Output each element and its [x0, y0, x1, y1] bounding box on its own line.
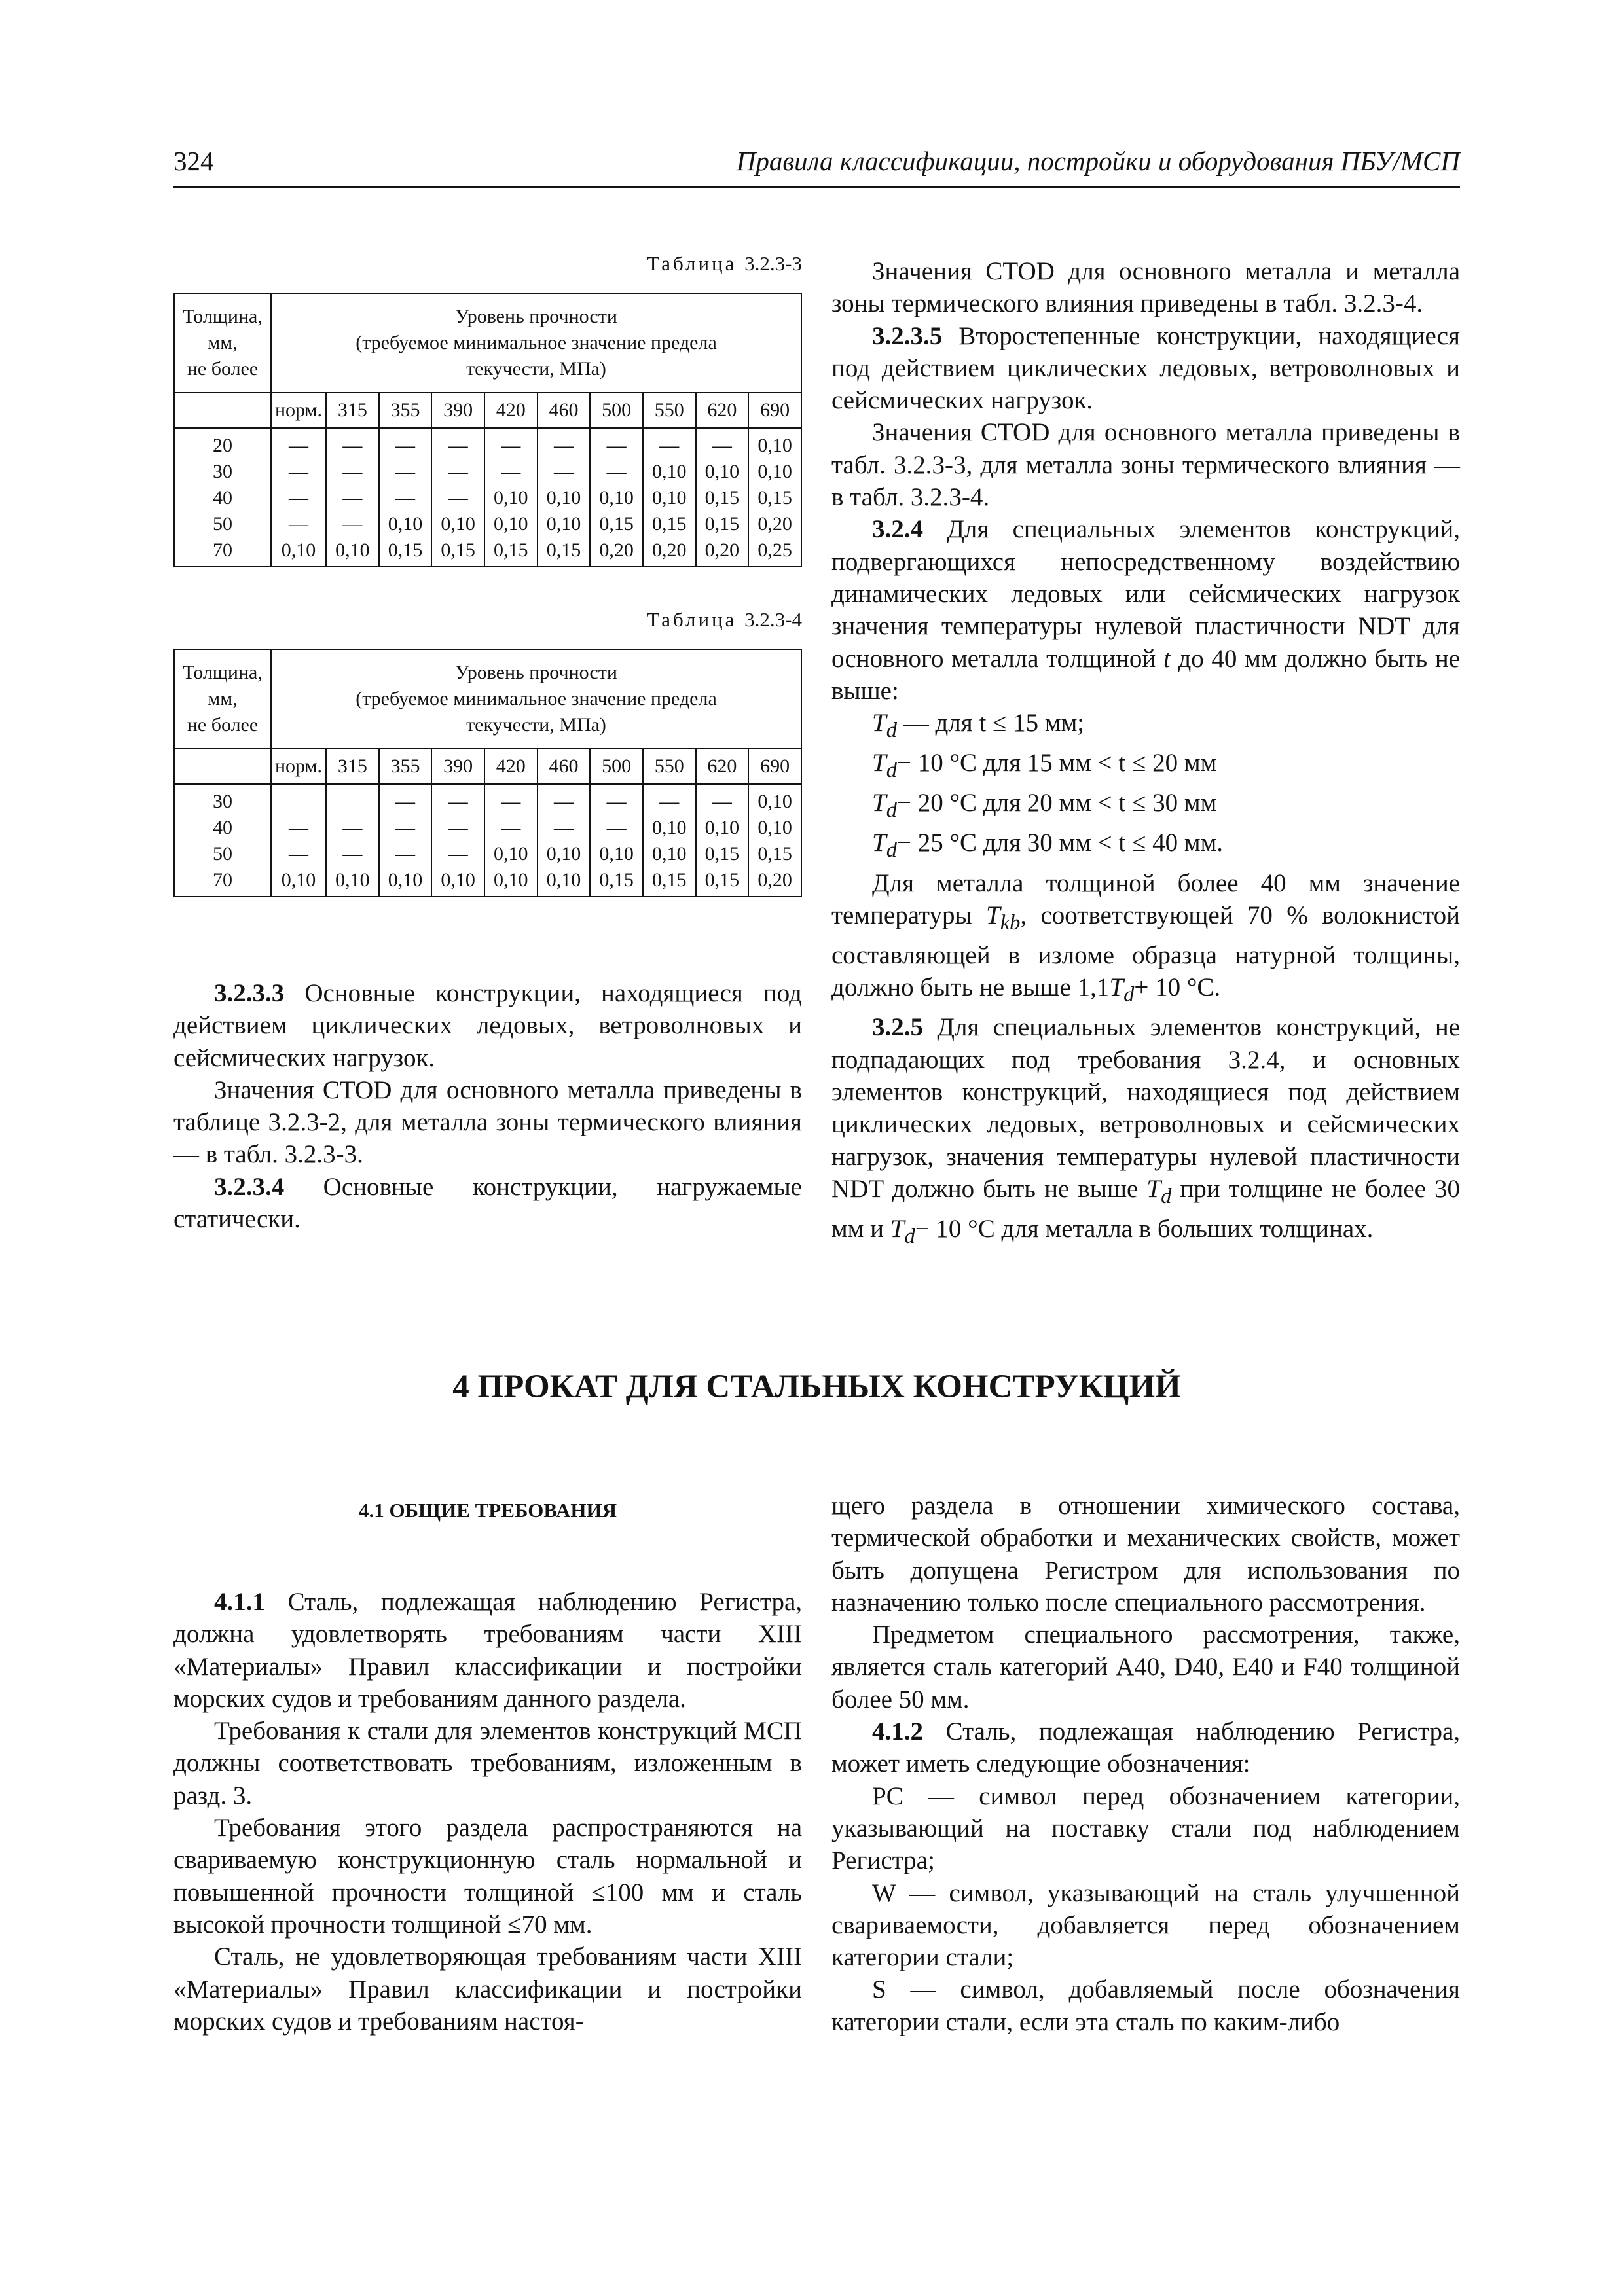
ctod-value: —	[395, 487, 415, 509]
ctod-value: —	[342, 513, 363, 535]
paragraph: Значения CTOD для основного металла приведены в табл. 3.2.3-3, для металла зоны термического влияния — в табл. 3.2.3-4.	[831, 418, 1460, 512]
caption-number: 3.2.3-3	[744, 252, 802, 275]
ctod-value: 0,20	[599, 539, 634, 561]
ctod-value: 0,10	[281, 539, 316, 561]
formula-text: − 10 °С для 15 мм < t ≤ 20 мм	[896, 749, 1217, 778]
thickness-value: 50	[213, 843, 232, 865]
ctod-value: 0,15	[388, 539, 423, 561]
header-line: (требуемое минимальное значение предела	[356, 688, 717, 709]
clause-number: 4.1.2	[872, 1717, 923, 1746]
symbol-d: d	[886, 838, 897, 863]
header-line: мм,	[208, 332, 238, 353]
ctod-value: —	[395, 843, 415, 865]
header-line: Уровень прочности	[455, 306, 617, 327]
ctod-value: —	[289, 817, 308, 838]
paragraph-text: Для металла толщиной более 40 мм значение температуры	[831, 869, 1460, 929]
symbol-T: T	[872, 749, 886, 778]
section-title: 4 ПРОКАТ ДЛЯ СТАЛЬНЫХ КОНСТРУКЦИЙ	[452, 1369, 1181, 1405]
ctod-value: —	[659, 791, 680, 812]
ctod-value: 0,15	[652, 869, 687, 891]
page-number: 324	[173, 146, 214, 176]
thickness-value: 40	[213, 487, 232, 509]
level-column	[590, 428, 643, 567]
symbol-T: T	[986, 901, 1000, 929]
ctod-value: —	[289, 513, 308, 535]
ctod-value: —	[342, 435, 363, 456]
empty-cell	[174, 393, 271, 428]
level-column	[696, 784, 749, 897]
section4-left-column	[173, 1499, 802, 2037]
strength-level-cell: 620	[696, 393, 749, 428]
level-column	[484, 428, 538, 567]
ctod-value: 0,10	[388, 869, 423, 891]
paragraph: Требования к стали для элементов конструкций МСП должны соответствовать требованиям, изложенным в разд. 3.	[173, 1717, 802, 1810]
header-line: не более	[187, 714, 259, 736]
ctod-value: 0,15	[494, 539, 528, 561]
formula-text: − 25 °С для 30 мм < t ≤ 40 мм.	[896, 829, 1224, 857]
paragraph-text: Для специальных элементов конструкций, подвергающихся непосредственному воздействию динамических ледовых или сейсмических нагрузок значения температуры нулевой пластичности NDT для основного металла толщиной	[831, 515, 1461, 673]
symbol-T: T	[872, 789, 886, 817]
caption-number: 3.2.3-4	[744, 608, 802, 631]
strength-level-cell: норм.	[271, 749, 326, 784]
strength-level-cell: норм.	[271, 393, 326, 428]
ctod-value: 0,10	[441, 513, 475, 535]
ctod-value: 0,10	[546, 487, 581, 509]
strength-level-cell: 355	[379, 749, 432, 784]
norm-column	[271, 784, 326, 897]
ctod-value: 0,10	[599, 487, 634, 509]
thickness-value: 30	[213, 791, 232, 812]
level-column	[643, 428, 696, 567]
ctod-value: —	[659, 435, 680, 456]
paragraph	[831, 1715, 1460, 1780]
thickness-header	[174, 293, 271, 393]
ctod-value: —	[448, 791, 468, 812]
paragraph-text: Второстепенные конструкции, находящиеся под действием циклических ледовых, ветроволновых и сейсмических нагрузок.	[831, 321, 1460, 415]
ctod-value: —	[606, 791, 627, 812]
strength-level-cell: 315	[326, 749, 379, 784]
ctod-value	[273, 789, 324, 815]
strength-level-cell: 460	[538, 749, 591, 784]
strength-level-cell: 690	[748, 749, 801, 784]
paragraph	[831, 867, 1460, 1012]
thickness-column	[174, 784, 271, 897]
formula-text: − 20 °С для 20 мм < t ≤ 30 мм	[896, 789, 1217, 817]
level-column	[484, 784, 538, 897]
paragraph-text: + 10 °С.	[1134, 973, 1221, 1002]
strength-level-cell: 620	[696, 749, 749, 784]
paragraph: Значения CTOD для основного металла и металла зоны термического влияния приведены в табл. 3.2.3-4.	[831, 257, 1460, 318]
ctod-value: 0,15	[599, 869, 634, 891]
thickness-column	[174, 428, 271, 567]
ctod-value: —	[712, 791, 732, 812]
paragraph-text: Сталь, подлежащая наблюдению Регистра, может иметь следующие обозначения:	[831, 1717, 1460, 1778]
ctod-value	[328, 789, 377, 815]
clause-number: 3.2.3.3	[214, 979, 285, 1007]
ctod-value: —	[448, 817, 468, 838]
level-column	[379, 428, 432, 567]
paragraph-text: − 10 °С для металла в больших толщинах.	[915, 1214, 1374, 1243]
ctod-value: 0,10	[494, 513, 528, 535]
running-header	[173, 143, 1460, 188]
ctod-value: 0,15	[704, 869, 740, 891]
header-line: Толщина,	[183, 306, 263, 327]
subsection-title: 4.1 ОБЩИЕ ТРЕБОВАНИЯ	[358, 1499, 617, 1522]
strength-level-header	[271, 293, 801, 393]
level-column	[748, 784, 801, 897]
ctod-value: 0,15	[757, 487, 792, 509]
strength-level-cell: 390	[431, 393, 484, 428]
ctod-value: 0,10	[704, 817, 740, 838]
ctod-value: 0,10	[652, 843, 687, 865]
ctod-value: —	[448, 461, 468, 482]
ctod-table-3-2-3-4	[173, 649, 802, 897]
section4-right-column	[831, 1490, 1460, 2038]
ctod-value: 0,10	[757, 791, 792, 812]
ctod-value: 0,10	[757, 461, 792, 482]
ctod-value: 0,15	[704, 513, 740, 535]
paragraph-text: при толщине не более 30 мм и	[831, 1174, 1460, 1243]
level-column	[538, 428, 591, 567]
paragraph-text: до 40 мм должно быть не выше:	[831, 644, 1461, 705]
paragraph	[831, 513, 1460, 707]
formula-line	[831, 787, 1460, 827]
ctod-value: 0,10	[441, 869, 475, 891]
level-column	[431, 428, 484, 567]
paragraph-text: Сталь, подлежащая наблюдению Регистра, должна удовлетворять требованиям части XIII «Материалы» Правил классификации и постройки морских судов и требованиям данного раздела.	[173, 1588, 802, 1713]
ctod-value: 0,15	[704, 487, 740, 509]
strength-level-cell: 550	[643, 749, 696, 784]
caption-label: Таблица	[647, 608, 737, 631]
symbol-d: d	[1123, 983, 1135, 1007]
clause-number: 3.2.3.5	[872, 321, 943, 350]
ctod-value: —	[395, 817, 415, 838]
ctod-value: 0,15	[441, 539, 475, 561]
symbol-T: T	[1109, 973, 1124, 1002]
strength-level-cell: 500	[590, 749, 643, 784]
table-caption-1	[173, 252, 802, 278]
thickness-value: 50	[213, 513, 232, 535]
formula-text: — для t ≤ 15 мм;	[903, 709, 1085, 738]
ctod-value: —	[553, 461, 574, 482]
clause-number: 3.2.5	[872, 1013, 923, 1042]
paragraph: Значения CTOD для основного металла приведены в таблице 3.2.3-2, для металла зоны термического влияния — в табл. 3.2.3-3.	[173, 1075, 802, 1169]
ctod-value: 0,10	[652, 487, 687, 509]
running-title: Правила классификации, постройки и оборудования ПБУ/МСП	[736, 146, 1460, 176]
ctod-value: 0,10	[599, 843, 634, 865]
header-line: текучести, МПа)	[466, 714, 606, 736]
ctod-value: —	[289, 487, 308, 509]
left-column-top	[173, 252, 802, 897]
ctod-value: 0,10	[335, 869, 370, 891]
ctod-value: —	[289, 843, 308, 865]
ctod-value: 0,10	[652, 817, 687, 838]
ctod-value: —	[606, 461, 627, 482]
header-line: не более	[187, 358, 259, 380]
ctod-value: —	[342, 817, 363, 838]
paragraph: щего раздела в отношении химического состава, термической обработки и механических свойств, может быть допущена Регистром для использования по назначению только после специального рассмотрения.	[831, 1492, 1460, 1617]
strength-level-cell: 690	[748, 393, 801, 428]
clause-number: 3.2.4	[872, 515, 923, 544]
paragraph	[831, 320, 1460, 417]
level-column	[748, 428, 801, 567]
symbol-d: d	[886, 759, 897, 783]
symbol-T: T	[872, 829, 886, 857]
ctod-value: —	[553, 791, 574, 812]
strength-level-cell: 390	[431, 749, 484, 784]
paragraph: W — символ, указывающий на сталь улучшенной свариваемости, добавляется перед обозначением категории стали;	[831, 1878, 1460, 1972]
formula-line	[831, 747, 1460, 787]
thickness-value: 70	[213, 539, 232, 561]
clause-number: 4.1.1	[214, 1588, 265, 1616]
ctod-value: 0,15	[599, 513, 634, 535]
thickness-header	[174, 649, 271, 749]
ctod-value: —	[448, 487, 468, 509]
symbol-kb: kb	[1000, 910, 1021, 935]
ctod-value: 0,10	[494, 487, 528, 509]
ctod-value: 0,10	[704, 461, 740, 482]
ctod-value: 0,10	[757, 817, 792, 838]
ctod-value: 0,10	[546, 843, 581, 865]
ctod-value: —	[289, 461, 308, 482]
level-column	[431, 784, 484, 897]
symbol-t: t	[1163, 644, 1171, 673]
table-caption-2	[173, 608, 802, 634]
paragraph: PC — символ перед обозначением категории, указывающий на поставку стали под наблюдением Регистра;	[831, 1782, 1460, 1875]
symbol-d: d	[886, 798, 897, 823]
strength-level-cell: 550	[643, 393, 696, 428]
ctod-value: 0,10	[546, 869, 581, 891]
strength-level-cell: 355	[379, 393, 432, 428]
formula-line	[831, 707, 1460, 747]
ctod-value: —	[501, 461, 521, 482]
header-line: Толщина,	[183, 662, 263, 683]
empty-cell	[174, 749, 271, 784]
ctod-value: —	[553, 817, 574, 838]
ctod-value: 0,20	[704, 539, 740, 561]
strength-level-cell: 315	[326, 393, 379, 428]
level-column	[590, 784, 643, 897]
paragraph: Требования этого раздела распространяются на свариваемую конструкционную сталь нормальной и повышенной прочности толщиной ≤100 мм и сталь высокой прочности толщиной ≤70 мм.	[173, 1814, 802, 1939]
thickness-value: 20	[213, 435, 232, 456]
ctod-value: —	[553, 435, 574, 456]
level-column	[696, 428, 749, 567]
symbol-T: T	[890, 1214, 905, 1243]
ctod-value: —	[501, 791, 521, 812]
ctod-value: —	[342, 487, 363, 509]
formula-line	[831, 827, 1460, 867]
ctod-value: 0,20	[757, 869, 792, 891]
level-column	[326, 784, 379, 897]
level-column	[643, 784, 696, 897]
ctod-value: 0,10	[546, 513, 581, 535]
ctod-value: 0,25	[757, 539, 792, 561]
ctod-value: 0,10	[652, 461, 687, 482]
header-line: текучести, МПа)	[466, 358, 606, 380]
ctod-value: 0,10	[281, 869, 316, 891]
ctod-value: —	[395, 435, 415, 456]
ctod-value: 0,15	[546, 539, 581, 561]
paragraph-text: Основные конструкции, нагружаемые статически.	[173, 1172, 802, 1234]
ctod-value: 0,15	[652, 513, 687, 535]
ctod-value: 0,10	[494, 843, 528, 865]
level-column	[379, 784, 432, 897]
paragraph-text: Для специальных элементов конструкций, не подпадающих под требования 3.2.4, и основных элементов конструкций, находящиеся под действием циклических ледовых, ветроволновых и сейсмических нагрузок, значения температуры нулевой пластичности NDT должно быть не выше	[831, 1013, 1460, 1203]
header-line: (требуемое минимальное значение предела	[356, 332, 717, 353]
header-line: Уровень прочности	[455, 662, 617, 683]
paragraph	[831, 1011, 1460, 1253]
ctod-value: —	[395, 791, 415, 812]
ctod-value: —	[289, 435, 308, 456]
right-column-top	[831, 255, 1460, 1253]
strength-level-header	[271, 649, 801, 749]
paragraph: S — символ, добавляемый после обозначения категории стали, если эта сталь по каким-либо	[831, 1975, 1460, 2036]
strength-level-cell: 500	[590, 393, 643, 428]
ctod-value: 0,10	[388, 513, 423, 535]
ctod-value: 0,20	[757, 513, 792, 535]
ctod-value: —	[501, 435, 521, 456]
caption-label: Таблица	[647, 252, 737, 275]
ctod-value: —	[342, 461, 363, 482]
ctod-value: 0,10	[335, 539, 370, 561]
level-column	[326, 428, 379, 567]
header-line: мм,	[208, 688, 238, 709]
paragraph-text: Основные конструкции, находящиеся под действием циклических ледовых, ветроволновых и сейсмических нагрузок.	[173, 979, 802, 1072]
paragraph	[173, 1586, 802, 1715]
thickness-value: 70	[213, 869, 232, 891]
ctod-value: —	[606, 817, 627, 838]
left-column-text	[173, 977, 802, 1235]
symbol-d: d	[1161, 1184, 1172, 1208]
symbol-T: T	[1146, 1174, 1161, 1203]
ctod-value: —	[395, 461, 415, 482]
ctod-value: 0,15	[704, 843, 740, 865]
ctod-value: 0,10	[494, 869, 528, 891]
norm-column	[271, 428, 326, 567]
ctod-value: —	[342, 843, 363, 865]
symbol-d: d	[904, 1224, 915, 1248]
symbol-d: d	[886, 718, 897, 742]
strength-level-cell: 420	[484, 749, 538, 784]
paragraph-text: , соответствующей 70 % волокнистой составляющей в изломе образца натурной толщины, должно быть не выше 1,1	[831, 901, 1460, 1002]
thickness-value: 40	[213, 817, 232, 838]
ctod-value: —	[501, 817, 521, 838]
ctod-table-3-2-3-3	[173, 293, 802, 567]
strength-level-cell: 460	[538, 393, 591, 428]
strength-level-cell: 420	[484, 393, 538, 428]
paragraph: Предметом специального рассмотрения, также, является сталь категорий A40, D40, E40 и F40 толщиной более 50 мм.	[831, 1621, 1460, 1713]
ctod-value: 0,15	[757, 843, 792, 865]
ctod-value: —	[606, 435, 627, 456]
ctod-value: 0,10	[757, 435, 792, 456]
thickness-value: 30	[213, 461, 232, 482]
paragraph	[173, 1171, 802, 1236]
clause-number: 3.2.3.4	[214, 1172, 285, 1201]
ctod-value: —	[712, 435, 732, 456]
ctod-value: —	[448, 435, 468, 456]
level-column	[538, 784, 591, 897]
ctod-value: —	[448, 843, 468, 865]
paragraph: Сталь, не удовлетворяющая требованиям части XIII «Материалы» Правил классификации и постройки морских судов и требованиям настоя-	[173, 1943, 802, 2036]
paragraph	[173, 977, 802, 1074]
symbol-T: T	[872, 709, 886, 738]
ctod-value: 0,20	[652, 539, 687, 561]
